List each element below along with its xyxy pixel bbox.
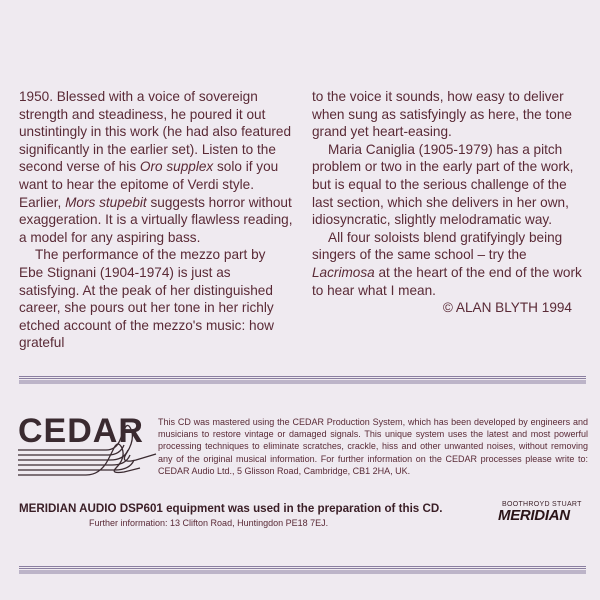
meridian-logo-text: MERIDIAN — [498, 507, 570, 524]
right-paragraph-3: All four soloists blend gratifyingly being singers of the same school – try the Lacrimosa at the heart of the end of the work to hear what I mean. — [312, 229, 582, 298]
divider-rule-top — [19, 376, 586, 384]
meridian-address: Further information: 13 Clifton Road, Huntingdon PE18 7EJ. — [89, 518, 329, 528]
meridian-statement: MERIDIAN AUDIO DSP601 equipment was used in the preparation of this CD. — [19, 502, 443, 515]
right-column — [312, 88, 584, 317]
cedar-description: This CD was mastered using the CEDAR Production System, which has been developed by engineers and musicians to restore vintage or damaged signals. This unique system uses the latest and most powerful processing techniques to eliminate scratches, crackle, hiss and other unwanted noises, without removing any of the original musical information. For further information on the CEDAR processes please write to: CEDAR Audio Ltd., 5 Glisson Road, Cambridge, CB1 2HA, UK. — [158, 417, 588, 476]
left-paragraph-2: The performance of the mezzo part by Ebe Stignani (1904-1974) is just as satisfying. At the peak of her distinguished career, she pours out her tone in her richly etched account of the mezzo's music: how grateful — [19, 247, 274, 351]
divider-rule-bottom — [19, 566, 586, 574]
meridian-logo — [498, 501, 588, 529]
left-paragraph-1: 1950. Blessed with a voice of sovereign strength and steadiness, he poured it out unstintingly in this work (he had also featured significantly in the earlier set). Listen to the second verse of his Oro supplex solo if you want to hear the epitome of Verdi style. Earlier, Mors stupebit suggests horror without exaggeration. It is a virtually flawless reading, a model for any aspiring bass. — [19, 89, 293, 245]
cedar-logo — [16, 402, 166, 492]
meridian-logo-small-text: BOOTHROYD STUART — [502, 501, 582, 508]
author-credit: © ALAN BLYTH 1994 — [442, 300, 572, 316]
right-paragraph-1: to the voice it sounds, how easy to deliver when sung as satisfyingly as here, the tone grand yet heart-easing. — [312, 89, 572, 140]
left-column — [19, 88, 293, 352]
cedar-logo-text: CEDAR — [18, 412, 144, 450]
right-paragraph-2: Maria Caniglia (1905-1979) has a pitch problem or two in the early part of the work, but is equal to the serious challenge of the last section, which she delivers in her own, idiosyncratic, slightly melodramatic way. — [312, 141, 574, 228]
